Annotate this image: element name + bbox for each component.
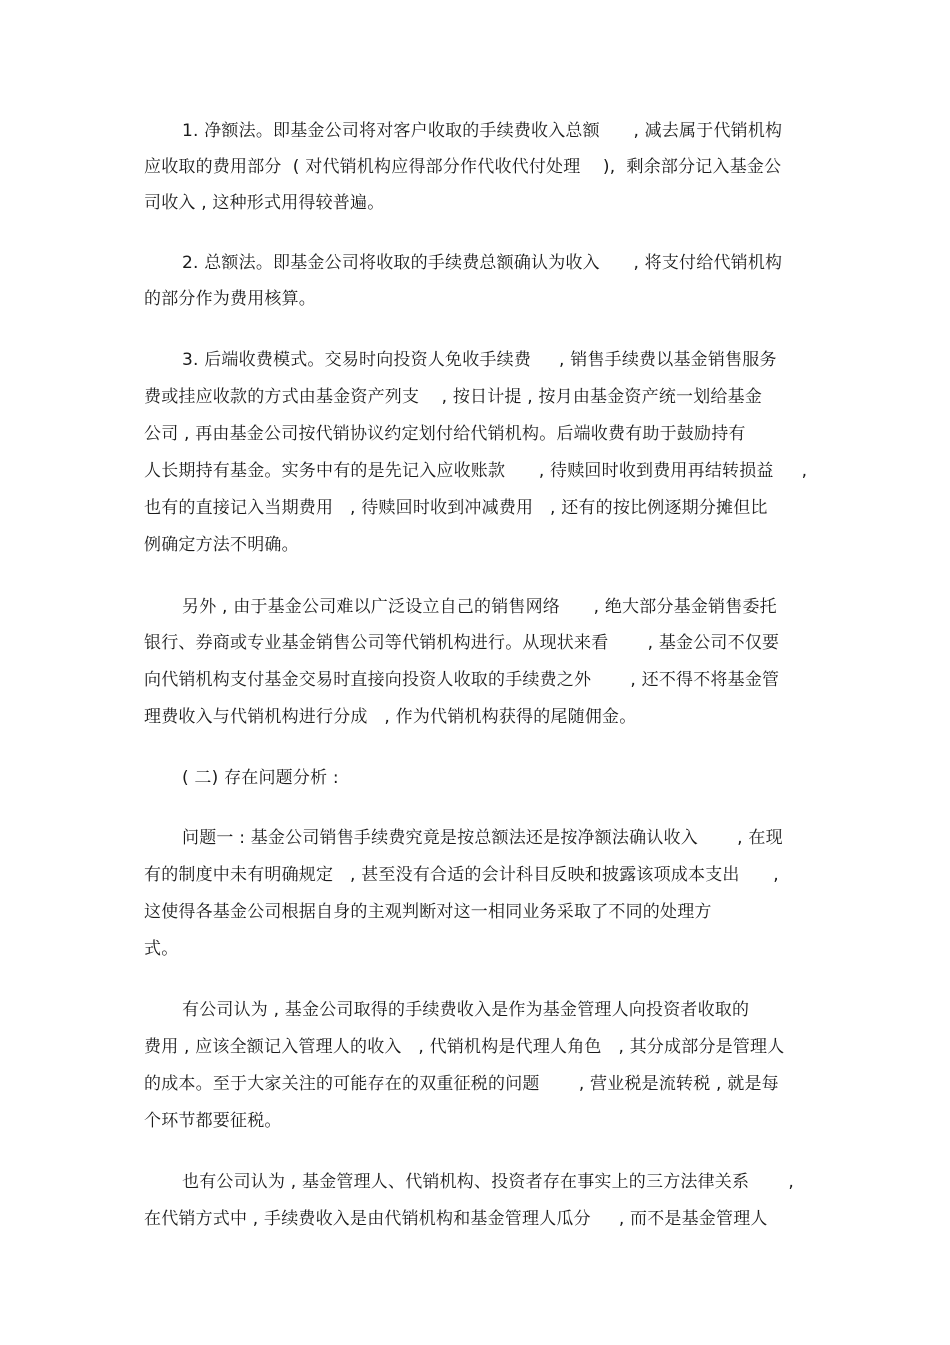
text-line: 的成本。至于大家关注的可能存在的双重征税的问题 , 营业税是流转税 , 就是每 <box>144 1074 779 1094</box>
text-line: 也有公司认为 , 基金管理人、代销机构、投资者存在事实上的三方法律关系 , <box>182 1172 795 1192</box>
text-line: 这使得各基金公司根据自身的主观判断对这一相同业务采取了不同的处理方 <box>144 902 712 922</box>
text-line: 司收入 , 这种形式用得较普遍。 <box>144 193 385 213</box>
text-line: 2. 总额法。即基金公司将收取的手续费总额确认为收入 , 将支付给代销机构 <box>182 253 783 273</box>
text-line: 公司 , 再由基金公司按代销协议约定划付给代销机构。后端收费有助于鼓励持有 <box>144 424 746 444</box>
text-line: 的部分作为费用核算。 <box>144 289 316 309</box>
text-line: 人长期持有基金。实务中有的是先记入应收账款 , 待赎回时收到费用再结转损益 , <box>144 461 808 481</box>
text-line: 例确定方法不明确。 <box>144 535 299 555</box>
section-heading: ( 二) 存在问题分析 : <box>182 768 339 788</box>
text-line: 应收取的费用部分 ( 对代销机构应得部分作代收代付处理 ), 剩余部分记入基金公 <box>144 157 782 177</box>
text-line: 个环节都要征税。 <box>144 1111 282 1131</box>
text-line: 另外 , 由于基金公司难以广泛设立自己的销售网络 , 绝大部分基金销售委托 <box>182 597 777 617</box>
text-line: 银行、券商或专业基金销售公司等代销机构进行。从现状来看 , 基金公司不仅要 <box>144 633 780 653</box>
text-line: 在代销方式中 , 手续费收入是由代销机构和基金管理人瓜分 , 而不是基金管理人 <box>144 1209 768 1229</box>
text-line: 费用 , 应该全额记入管理人的收入 , 代销机构是代理人角色 , 其分成部分是管理人 <box>144 1037 785 1057</box>
text-line: 有公司认为 , 基金公司取得的手续费收入是作为基金管理人向投资者收取的 <box>182 1000 750 1020</box>
text-line: 费或挂应收款的方式由基金资产列支 , 按日计提 , 按月由基金资产统一划给基金 <box>144 387 763 407</box>
text-line: 有的制度中未有明确规定 , 甚至没有合适的会计科目反映和披露该项成本支出 , <box>144 865 779 885</box>
text-line: 1. 净额法。即基金公司将对客户收取的手续费收入总额 , 减去属于代销机构 <box>182 121 783 141</box>
text-line: 理费收入与代销机构进行分成 , 作为代销机构获得的尾随佣金。 <box>144 707 637 727</box>
text-line: 式。 <box>144 939 179 959</box>
text-line: 问题一 : 基金公司销售手续费究竟是按总额法还是按净额法确认收入 , 在现 <box>182 828 783 848</box>
text-line: 也有的直接记入当期费用 , 待赎回时收到冲减费用 , 还有的按比例逐期分摊但比 <box>144 498 768 518</box>
text-line: 3. 后端收费模式。交易时向投资人免收手续费 , 销售手续费以基金销售服务 <box>182 350 777 370</box>
text-line: 向代销机构支付基金交易时直接向投资人收取的手续费之外 , 还不得不将基金管 <box>144 670 780 690</box>
